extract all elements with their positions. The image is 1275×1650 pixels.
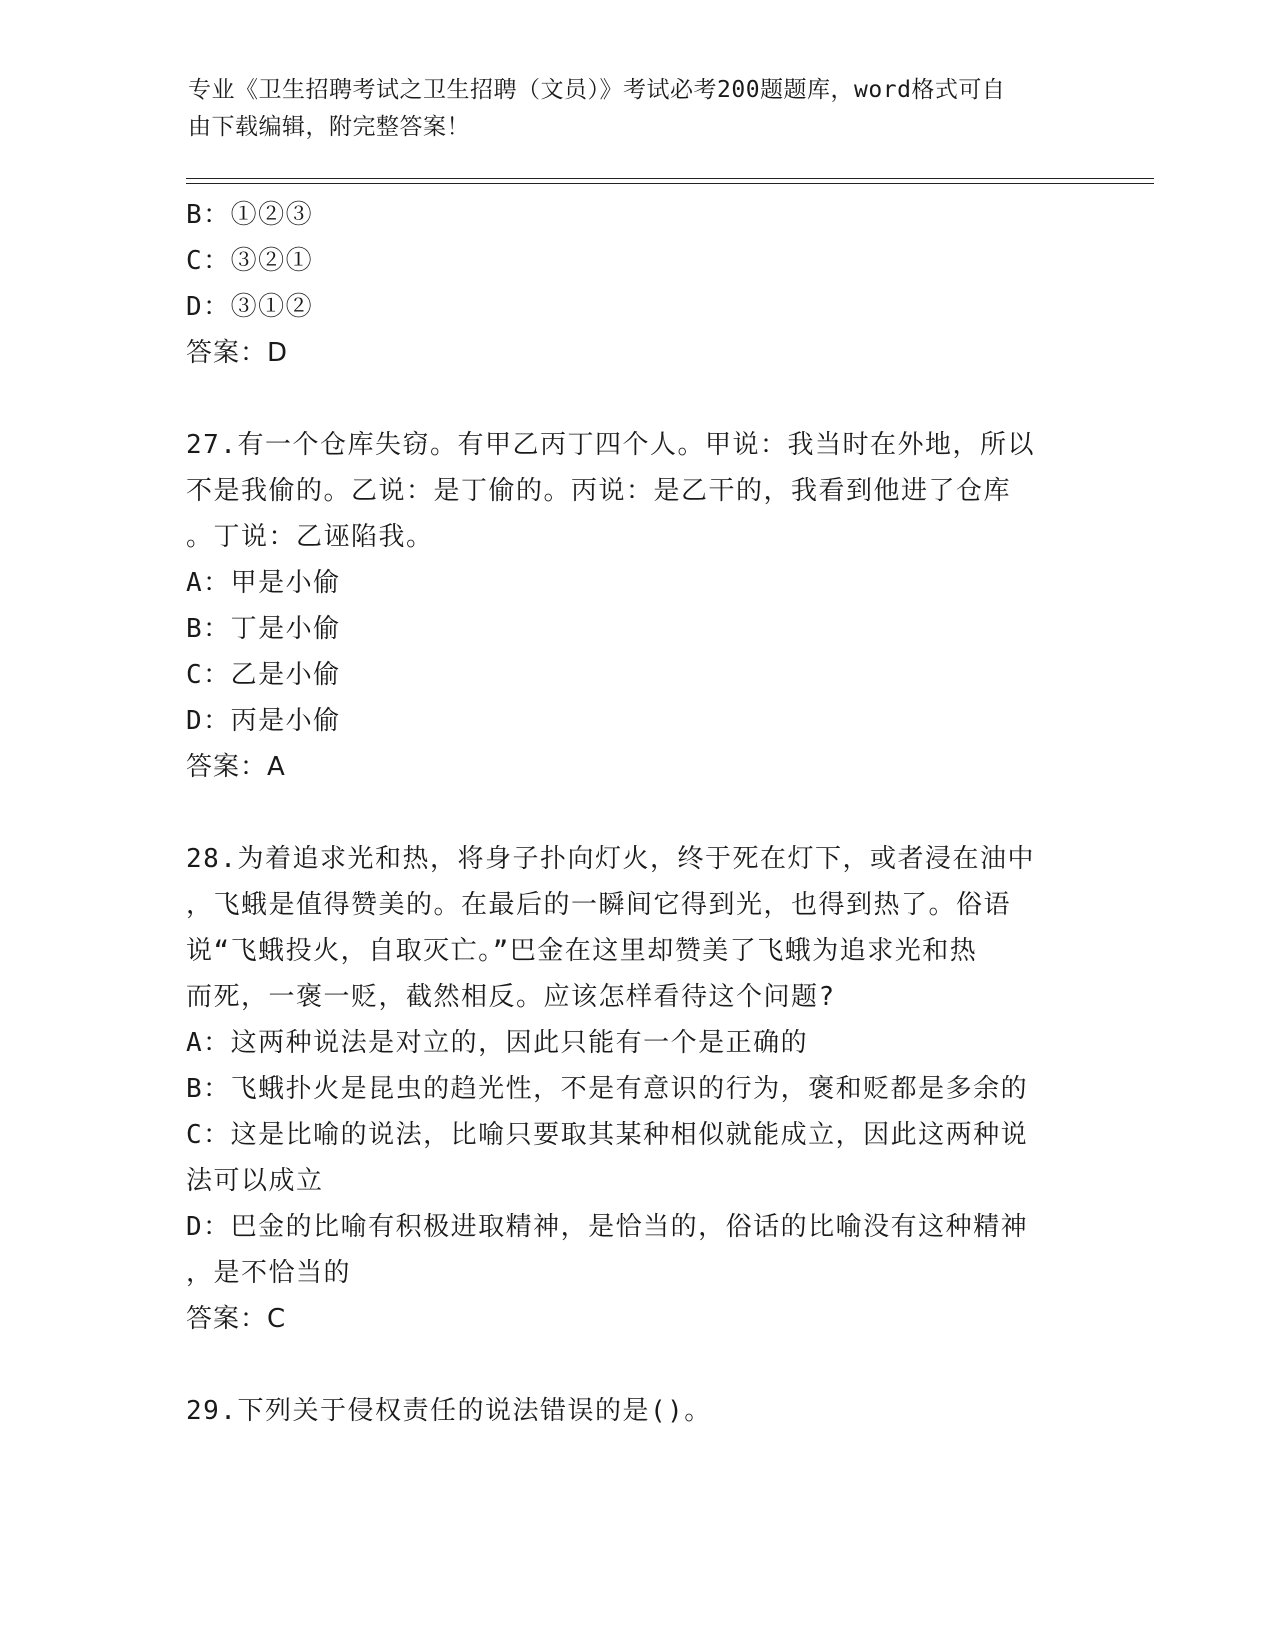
- header-line-2: 由下载编辑，附完整答案！: [188, 114, 470, 140]
- spacer: [186, 1342, 1086, 1388]
- question-text-line: 27.有一个仓库失窃。有甲乙丙丁四个人。甲说：我当时在外地，所以: [186, 430, 1035, 460]
- question-text-line: 不是我偷的。乙说：是丁偷的。丙说：是乙干的，我看到他进了仓库: [186, 476, 1012, 506]
- question-28: [186, 836, 1086, 1342]
- header-divider: [186, 178, 1154, 184]
- option-b: B：丁是小偷: [186, 614, 341, 644]
- spacer: [186, 790, 1086, 836]
- option-a: A：这两种说法是对立的，因此只能有一个是正确的: [186, 1028, 809, 1058]
- answer-line: 答案：D: [186, 338, 289, 368]
- option-d-continued: ，是不恰当的: [186, 1258, 352, 1288]
- document-header: [188, 72, 1068, 146]
- answer-line: 答案：A: [186, 752, 286, 782]
- option-b: B：①②③: [186, 200, 314, 230]
- previous-question: [186, 192, 1086, 376]
- answer-line: 答案：C: [186, 1304, 287, 1334]
- header-line-1: 专业《卫生招聘考试之卫生招聘（文员）》考试必考200题题库，word格式可自: [188, 77, 1006, 103]
- option-c: C：乙是小偷: [186, 660, 341, 690]
- question-text-line: ，飞蛾是值得赞美的。在最后的一瞬间它得到光，也得到热了。俗语: [186, 890, 1012, 920]
- question-27: [186, 422, 1086, 790]
- option-c: C：③②①: [186, 246, 314, 276]
- option-b: B：飞蛾扑火是昆虫的趋光性，不是有意识的行为，褒和贬都是多余的: [186, 1074, 1029, 1104]
- option-d: D：丙是小偷: [186, 706, 341, 736]
- question-text-line: 。丁说：乙诬陷我。: [186, 522, 434, 552]
- question-text-line: 28.为着追求光和热，将身子扑向灯火，终于死在灯下，或者浸在油中: [186, 844, 1035, 874]
- question-text-line: 29.下列关于侵权责任的说法错误的是()。: [186, 1396, 712, 1426]
- document-body: [186, 192, 1086, 1434]
- option-d: D：③①②: [186, 292, 314, 322]
- option-c: C：这是比喻的说法，比喻只要取其某种相似就能成立，因此这两种说: [186, 1120, 1029, 1150]
- option-a: A：甲是小偷: [186, 568, 341, 598]
- question-29: [186, 1388, 1086, 1434]
- spacer: [186, 376, 1086, 422]
- question-text-line: 而死，一褒一贬，截然相反。应该怎样看待这个问题?: [186, 982, 836, 1012]
- option-c-continued: 法可以成立: [186, 1166, 324, 1196]
- question-text-line: 说“飞蛾投火，自取灭亡。”巴金在这里却赞美了飞蛾为追求光和热: [186, 936, 978, 966]
- option-d: D：巴金的比喻有积极进取精神，是恰当的，俗话的比喻没有这种精神: [186, 1212, 1029, 1242]
